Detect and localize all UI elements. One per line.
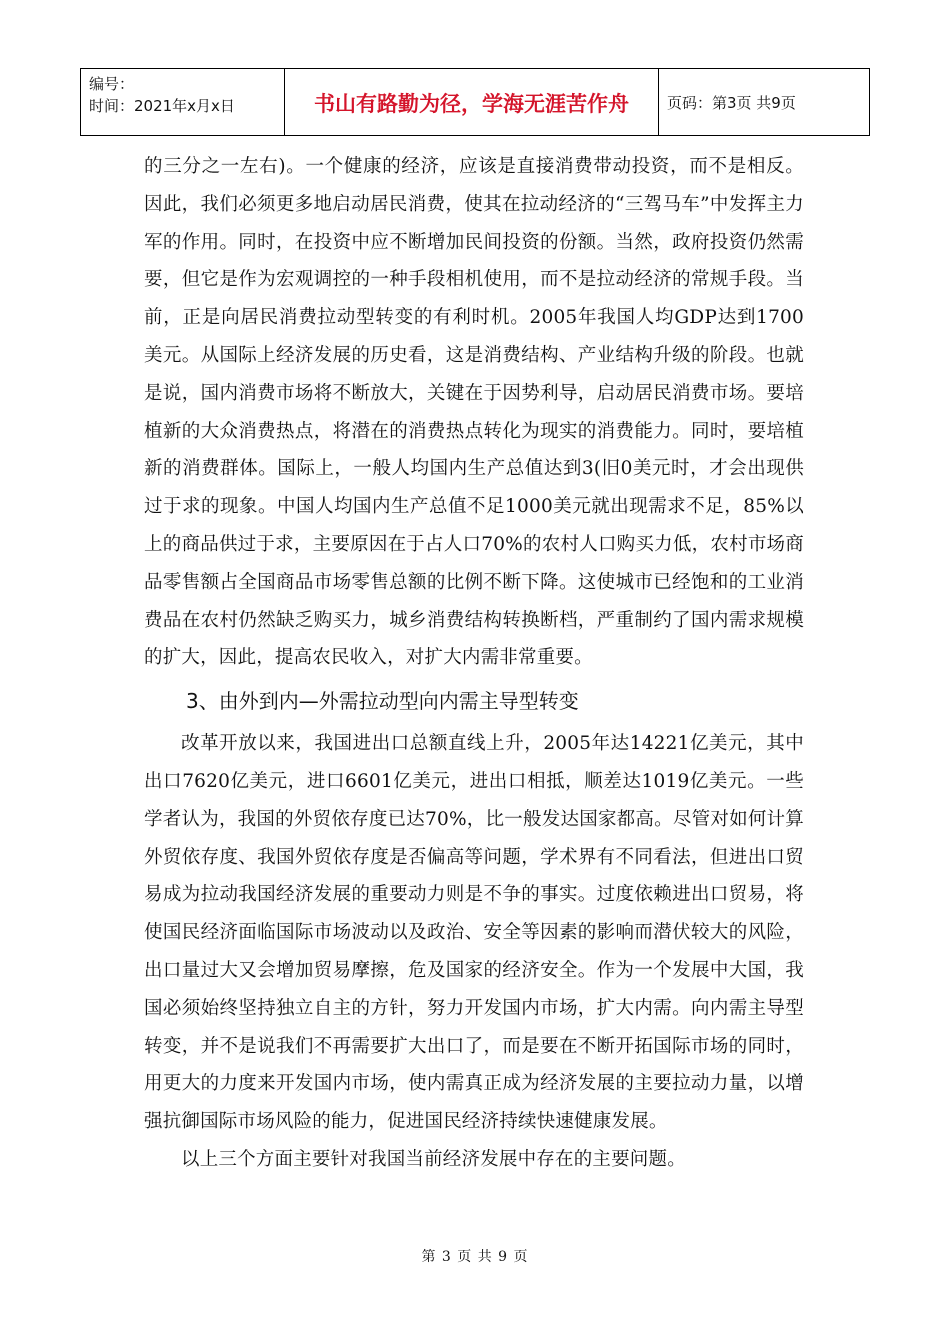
document-body xyxy=(144,148,804,1179)
document-date: 时间：2021年x月x日 xyxy=(89,97,235,115)
header-meta-cell xyxy=(81,69,285,135)
paragraph-summary: 以上三个方面主要针对我国当前经济发展中存在的主要问题。 xyxy=(181,1148,686,1170)
document-number-label: 编号： xyxy=(89,75,135,93)
page-footer xyxy=(0,1246,950,1266)
paragraph-consumption: 的三分之一左右)。一个健康的经济，应该是直接消费带动投资，而不是相反。因此，我们必须更多地启动居民消费，使其在拉动经济的“三驾马车”中发挥主力军的作用。同时，在投资中应不断增加民间投资的份额。当然，政府投资仍然需要，但它是作为宏观调控的一种手段相机使用，而不是拉动经济的常规手段。当前，正是向居民消费拉动型转变的有利时机。2005年我国人均GDP达到1700美元。从国际上经济发展的历史看，这是消费结构、产业结构升级的阶段。也就是说，国内消费市场将不断放大，关键在于因势利导，启动居民消费市场。要培植新的大众消费热点，将潜在的消费热点转化为现实的消费能力。同时，要培植新的消费群体。国际上，一般人均国内生产总值达到3(旧0美元时，才会出现供过于求的现象。中国人均国内生产总值不足1000美元就出现需求不足，85%以上的商品供过于求，主要原因在于占人口70%的农村人口购买力低，农村市场商品零售额占全国商品市场零售总额的比例不断下降。这使城市已经饱和的工业消费品在农村仍然缺乏购买力，城乡消费结构转换断档，严重制约了国内需求规模的扩大，因此，提高农民收入，对扩大内需非常重要。 xyxy=(144,156,804,669)
header-page-info: 页码：第3页 共9页 xyxy=(667,93,796,112)
paragraph-external-demand: 改革开放以来，我国进出口总额直线上升，2005年达14221亿美元，其中出口7620亿美元，进口6601亿美元，进出口相抵，顺差达1019亿美元。一些学者认为，我国的外贸依存度已达70%，比一般发达国家都高。尽管对如何计算外贸依存度、我国外贸依存度是否偏高等问题，学术界有不同看法，但进出口贸易成为拉动我国经济发展的重要动力则是不争的事实。过度依赖进出口贸易，将使国民经济面临国际市场波动以及政治、安全等因素的影响而潜伏较大的风险，出口量过大又会增加贸易摩擦，危及国家的经济安全。作为一个发展中大国，我国必须始终坚持独立自主的方针，努力开发国内市场，扩大内需。向内需主导型转变，并不是说我们不再需要扩大出口了，而是要在不断开拓国际市场的同时，用更大的力度来开发国内市场，使内需真正成为经济发展的主要拉动力量，以增强抗御国际市场风险的能力，促进国民经济持续快速健康发展。 xyxy=(144,733,804,1133)
header-page-cell xyxy=(659,69,869,135)
header-motto-cell xyxy=(285,69,659,135)
section-heading-3: 3、由外到内—外需拉动型向内需主导型转变 xyxy=(186,689,579,714)
footer-page-number: 第 3 页 共 9 页 xyxy=(421,1249,529,1265)
page-header-table xyxy=(80,68,870,136)
header-motto: 书山有路勤为径，学海无涯苦作舟 xyxy=(314,92,629,116)
